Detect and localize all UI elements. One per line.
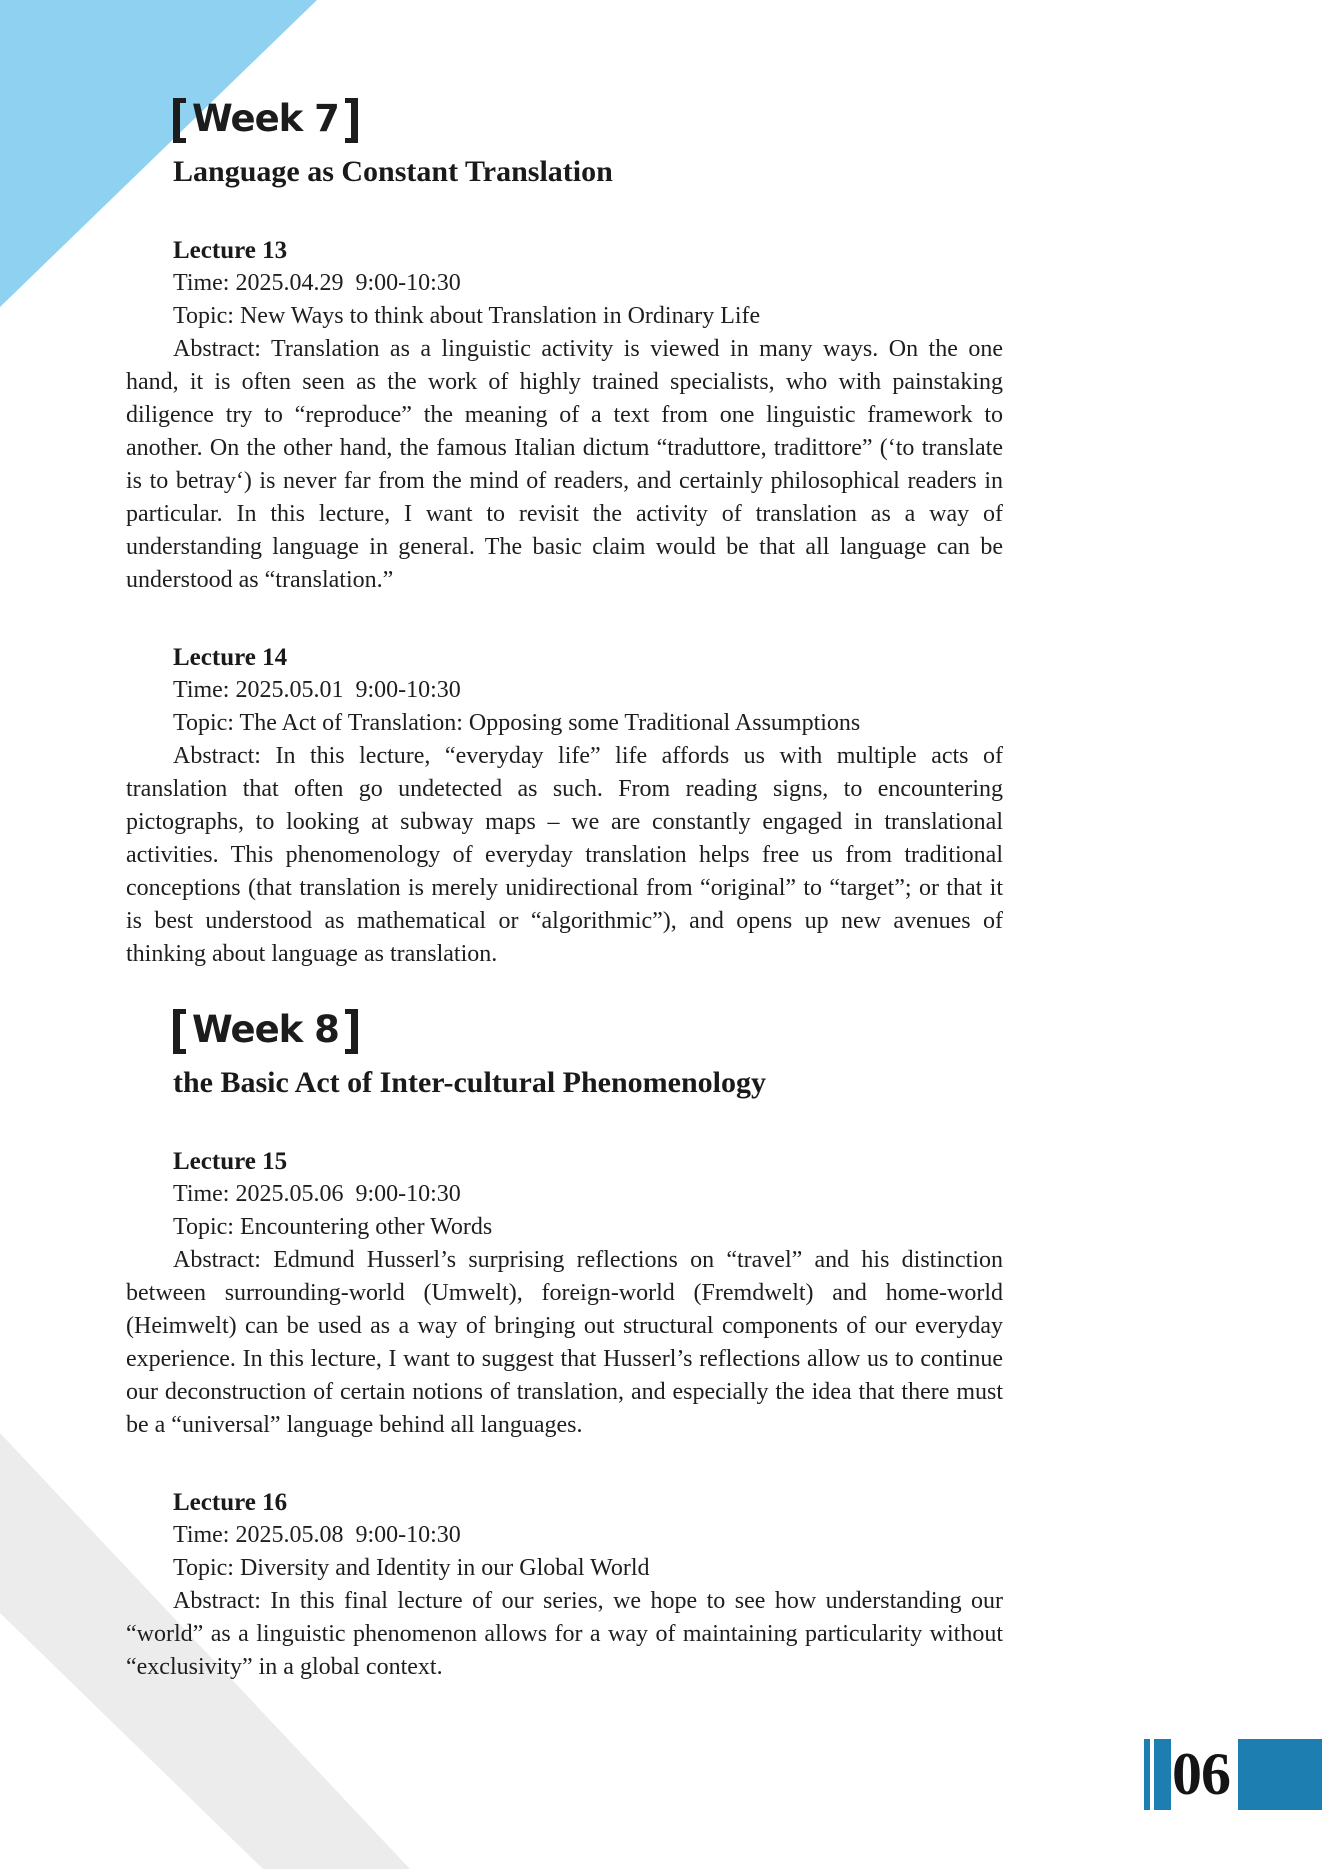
week-subtitle: Language as Constant Translation [173, 155, 613, 188]
lecture-abstract: Abstract: In this lecture, “everyday life” life affords us with multiple acts of translation that often go undetected as such. From reading signs, to encountering pictographs, to looking at subway maps – we are constantly engaged in translational activities. This phenomenology of everyday translation helps free us from traditional conceptions (that translation is merely unidirectional from “original” to “target”; or that it is best understood as mathematical or “algorithmic”), and opens up new avenues of thinking about language as translation. [126, 743, 1003, 967]
lecture-heading: Lecture 14 [173, 644, 288, 671]
lecture-16-block [126, 1486, 1003, 1684]
content-column [126, 0, 1003, 1684]
week-label: Week 8 [192, 1008, 339, 1051]
lenticular-bracket-left-icon [173, 1009, 186, 1054]
lecture-abstract: Abstract: Edmund Husserl’s surprising reflections on “travel” and his distinction between surrounding-world (Umwelt), foreign-world (Fremdwelt) and home-world (Heimwelt) can be used as a way of bringing out structural components of our everyday experience. In this lecture, I want to suggest that Husserl’s reflections allow us to continue our deconstruction of certain notions of translation, and especially the idea that there must be a “universal” language behind all languages. [126, 1247, 1003, 1438]
page-number-rect-decoration [1238, 1739, 1322, 1810]
lecture-topic: Topic: Diversity and Identity in our Global World [173, 1555, 650, 1581]
lecture-heading: Lecture 16 [173, 1489, 288, 1516]
lenticular-bracket-left-icon [173, 98, 186, 143]
lenticular-bracket-right-icon [345, 98, 358, 143]
page-number-thick-bar-decoration [1154, 1739, 1171, 1810]
lecture-14-block [126, 641, 1003, 971]
lecture-topic: Topic: Encountering other Words [173, 1214, 493, 1240]
lecture-13-block [126, 234, 1003, 597]
lecture-heading: Lecture 15 [173, 1148, 288, 1175]
week-subtitle: the Basic Act of Inter-cultural Phenomenology [173, 1066, 766, 1099]
week-title [173, 96, 1003, 144]
week-label: Week 7 [192, 97, 339, 140]
lenticular-bracket-right-icon [345, 1009, 358, 1054]
week-title [173, 1007, 1003, 1055]
lecture-topic: Topic: New Ways to think about Translation in Ordinary Life [173, 303, 761, 329]
lecture-abstract: Abstract: Translation as a linguistic activity is viewed in many ways. On the one hand, it is often seen as the work of highly trained specialists, who with painstaking diligence try to “reproduce” the meaning of a text from one linguistic framework to another. On the other hand, the famous Italian dictum “traduttore, tradittore” (‘to translate is to betray‘) is never far from the mind of readers, and certainly philosophical readers in particular. In this lecture, I want to revisit the activity of translation as a way of understanding language in general. The basic claim would be that all language can be understood as “translation.” [126, 336, 1003, 593]
lecture-15-block [126, 1145, 1003, 1442]
page-number: 06 [1172, 1741, 1230, 1807]
lecture-time: Time: 2025.05.01 9:00-10:30 [173, 677, 461, 703]
lecture-topic: Topic: The Act of Translation: Opposing some Traditional Assumptions [173, 710, 861, 736]
lecture-time: Time: 2025.04.29 9:00-10:30 [173, 270, 461, 296]
page-number-thin-bar-decoration [1144, 1739, 1150, 1810]
lecture-abstract: Abstract: In this final lecture of our series, we hope to see how understanding our “world” as a linguistic phenomenon allows for a way of maintaining particularity without “exclusivity” in a global context. [126, 1588, 1003, 1680]
week-8-section [126, 971, 1003, 1684]
week-7-section [126, 0, 1003, 971]
lecture-time: Time: 2025.05.08 9:00-10:30 [173, 1522, 461, 1548]
lecture-heading: Lecture 13 [173, 237, 288, 264]
lecture-time: Time: 2025.05.06 9:00-10:30 [173, 1181, 461, 1207]
